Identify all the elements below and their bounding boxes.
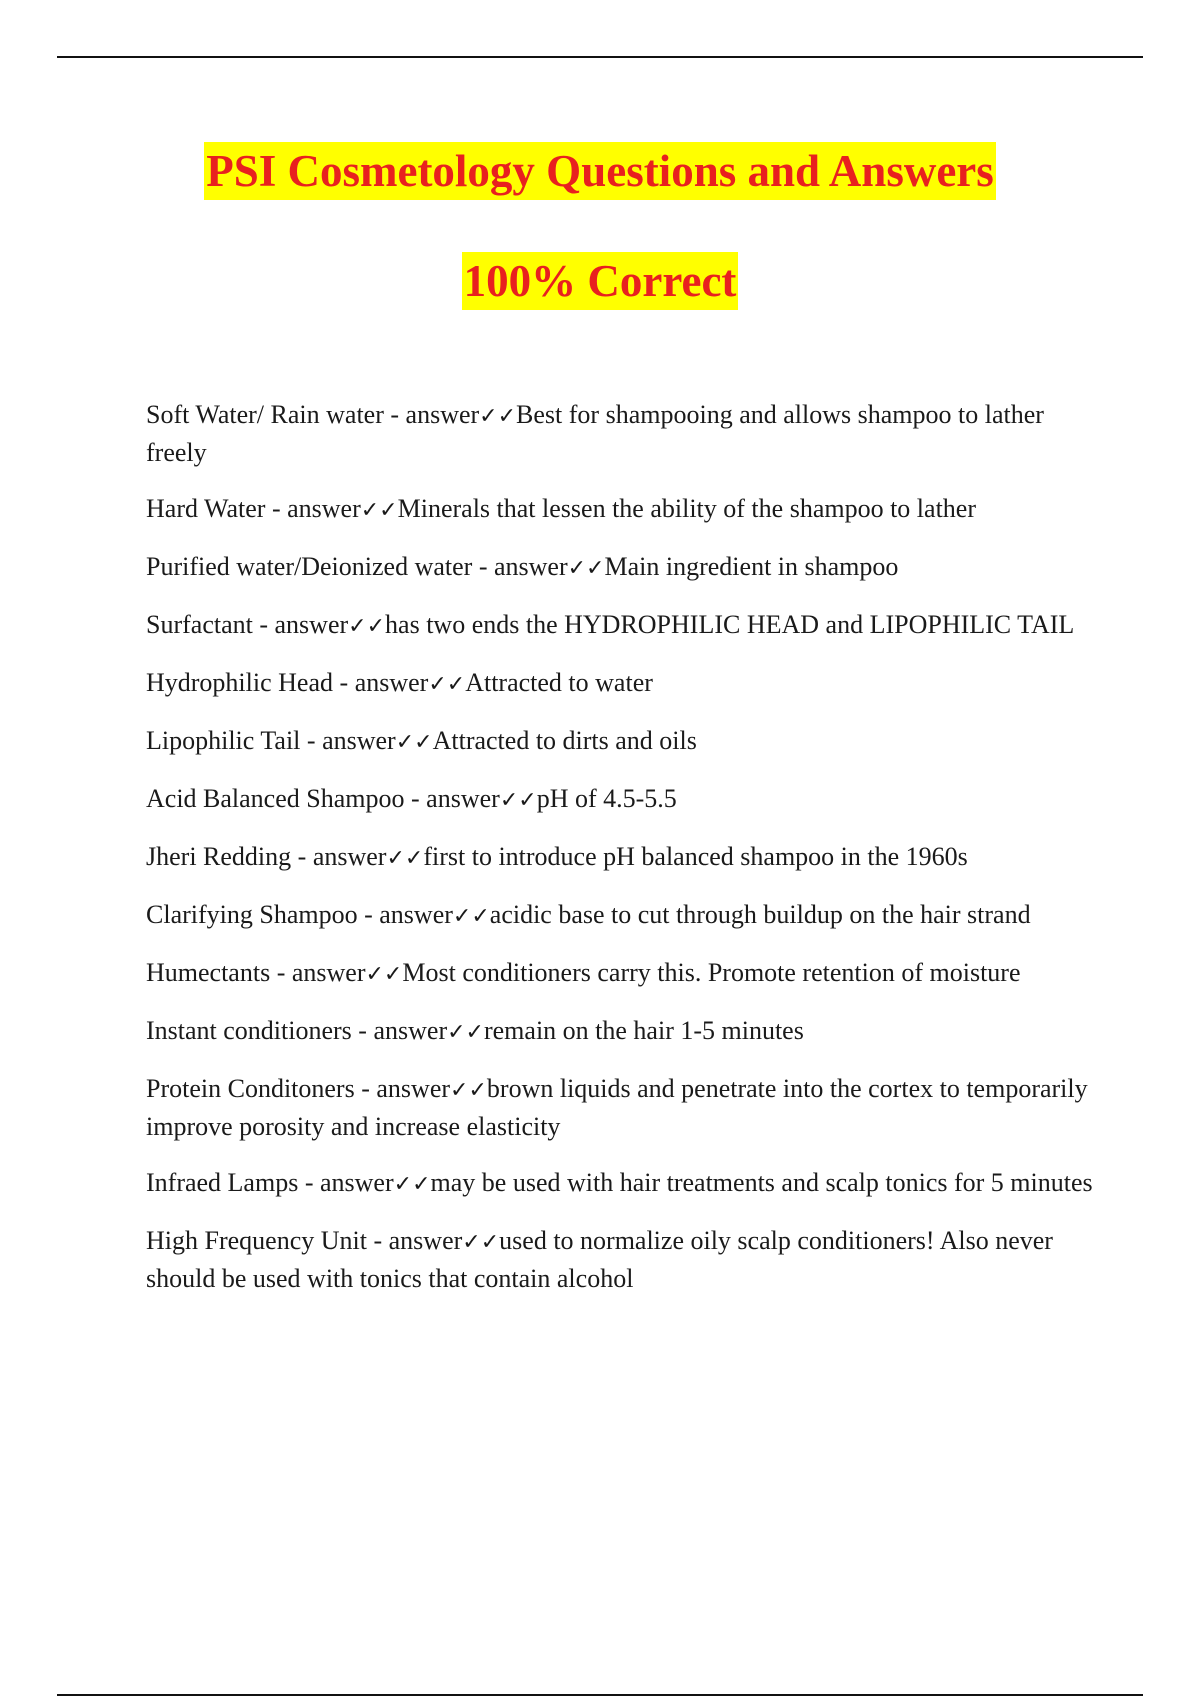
answer-label: answer	[426, 784, 500, 813]
qa-separator: -	[404, 784, 427, 813]
qa-item	[146, 665, 1096, 703]
answer-label: answer	[322, 726, 396, 755]
double-check-icon: ✓✓	[428, 672, 466, 697]
qa-separator: -	[333, 668, 355, 697]
qa-answer: Attracted to dirts and oils	[432, 726, 697, 755]
answer-label: answer	[354, 668, 429, 697]
qa-term: Acid Balanced Shampoo	[146, 784, 405, 813]
double-check-icon: ✓✓	[360, 498, 398, 523]
qa-item	[146, 839, 1096, 877]
qa-term: Humectants	[146, 958, 271, 987]
qa-item	[146, 549, 1096, 587]
qa-term: Clarifying Shampoo	[146, 900, 358, 929]
qa-separator: -	[354, 1074, 377, 1103]
qa-separator: -	[252, 610, 275, 639]
document-subtitle: 100% Correct	[462, 252, 739, 310]
qa-item	[146, 1165, 1096, 1203]
qa-separator: -	[298, 1168, 320, 1197]
qa-separator: -	[357, 900, 380, 929]
qa-answer: remain on the hair 1-5 minutes	[483, 1016, 804, 1045]
answer-label: answer	[312, 842, 387, 871]
qa-term: Protein Conditoners	[146, 1074, 355, 1103]
qa-item	[146, 1013, 1096, 1051]
qa-item	[146, 491, 1096, 529]
qa-item	[146, 1071, 1096, 1145]
qa-item	[146, 1223, 1096, 1297]
top-divider	[57, 56, 1143, 58]
double-check-icon: ✓✓	[395, 730, 433, 755]
qa-answer: Main ingredient in shampoo	[604, 552, 899, 581]
qa-term: High Frequency Unit	[146, 1226, 367, 1255]
double-check-icon: ✓✓	[499, 788, 537, 813]
qa-separator: -	[472, 552, 494, 581]
qa-separator: -	[265, 494, 288, 523]
qa-separator: -	[291, 842, 313, 871]
double-check-icon: ✓✓	[450, 1078, 487, 1103]
double-check-icon: ✓✓	[567, 556, 605, 581]
double-check-icon: ✓✓	[462, 1230, 500, 1255]
title-block	[0, 142, 1200, 310]
qa-list	[146, 397, 1096, 1317]
qa-answer: has two ends the HYDROPHILIC HEAD and LIPOPHILIC TAIL	[385, 610, 1075, 639]
double-check-icon: ✓✓	[479, 404, 517, 429]
answer-label: answer	[493, 552, 568, 581]
qa-term: Hydrophilic Head	[146, 668, 334, 697]
qa-answer: may be used with hair treatments and scalp tonics for 5 minutes	[430, 1168, 1093, 1197]
qa-answer: brown liquids and penetrate into the cortex to temporarily improve porosity and increase elasticity	[146, 1074, 1088, 1141]
qa-answer: pH of 4.5-5.5	[536, 784, 677, 813]
qa-item	[146, 397, 1096, 471]
double-check-icon: ✓✓	[447, 1020, 484, 1045]
answer-label: answer	[379, 900, 453, 929]
qa-answer: Minerals that lessen the ability of the shampoo to lather	[397, 494, 976, 523]
qa-separator: -	[366, 1226, 389, 1255]
double-check-icon: ✓✓	[386, 846, 424, 871]
qa-answer: Attracted to water	[465, 668, 653, 697]
answer-label: answer	[388, 1226, 463, 1255]
qa-term: Infraed Lamps	[146, 1168, 299, 1197]
qa-term: Hard Water	[146, 494, 266, 523]
qa-item	[146, 781, 1096, 819]
qa-item	[146, 723, 1096, 761]
double-check-icon: ✓✓	[348, 614, 386, 639]
answer-label: answer	[291, 958, 366, 987]
qa-item	[146, 607, 1096, 645]
double-check-icon: ✓✓	[452, 904, 490, 929]
qa-answer: Best for shampooing and allows shampoo to lather freely	[146, 400, 1044, 467]
qa-term: Purified water/Deionized water	[146, 552, 473, 581]
qa-separator: -	[270, 958, 292, 987]
qa-term: Jheri Redding	[146, 842, 292, 871]
answer-label: answer	[274, 610, 349, 639]
qa-term: Surfactant	[146, 610, 253, 639]
qa-answer: used to normalize oily scalp conditioners! Also never should be used with tonics that contain alcohol	[146, 1226, 1053, 1293]
document-title: PSI Cosmetology Questions and Answers	[204, 142, 996, 200]
answer-label: answer	[405, 400, 480, 429]
qa-separator: -	[351, 1016, 374, 1045]
double-check-icon: ✓✓	[365, 962, 403, 987]
qa-answer: acidic base to cut through buildup on the hair strand	[489, 900, 1031, 929]
double-check-icon: ✓✓	[393, 1172, 431, 1197]
qa-answer: Most conditioners carry this. Promote retention of moisture	[402, 958, 1021, 987]
answer-label: answer	[376, 1074, 451, 1103]
qa-term: Instant conditioners	[146, 1016, 352, 1045]
qa-item	[146, 955, 1096, 993]
qa-answer: first to introduce pH balanced shampoo in the 1960s	[423, 842, 968, 871]
qa-item	[146, 897, 1096, 935]
answer-label: answer	[320, 1168, 394, 1197]
qa-separator: -	[383, 400, 406, 429]
bottom-divider	[57, 1694, 1143, 1696]
qa-separator: -	[300, 726, 323, 755]
qa-term: Lipophilic Tail	[146, 726, 301, 755]
qa-term: Soft Water/ Rain water	[146, 400, 384, 429]
answer-label: answer	[287, 494, 361, 523]
answer-label: answer	[373, 1016, 448, 1045]
